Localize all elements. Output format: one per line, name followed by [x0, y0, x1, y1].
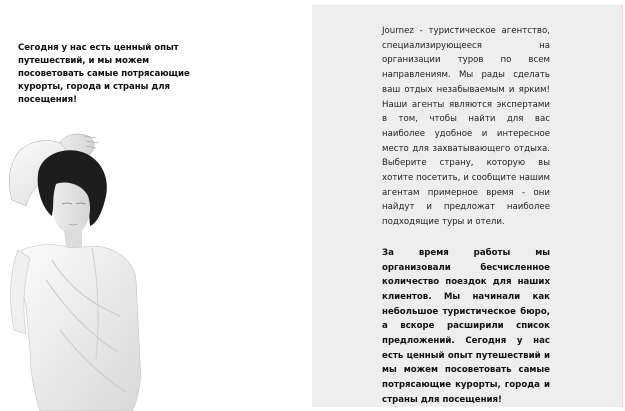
agency-description: Journez - туристическое агентство, специализирующееся на организации туров по всем направлениям. Мы рады сделать ваш отдых незабываемым и ярким! Наши агенты являются экспертами в том, чтобы найти для вас наиболее удобное и интересное место для захватывающего отдыха. Выберите страну, которую вы хотите посетить, и сообщите нашим агентам примерное время - они найдут и предложат наиболее подходящие туры и отели.: [382, 26, 550, 228]
about-panel: [312, 5, 623, 407]
about-text: [382, 24, 550, 408]
left-panel: [0, 0, 312, 411]
agency-highlight: За время работы мы организовали бесчисленное количество поездок для наших клиентов. Мы начинали как небольшое туристическое бюро, а вскоре расширили список предложений. Сегодня у нас есть ценный опыт путешествий и мы можем посоветовать самые потрясающие курорты, города и страны для посещения!: [382, 247, 550, 405]
woman-portrait-image: [0, 130, 200, 411]
intro-heading: Сегодня у нас есть ценный опыт путешествий, и мы можем посоветовать самые потрясающие курорты, города и страны для посещения!: [18, 43, 190, 105]
